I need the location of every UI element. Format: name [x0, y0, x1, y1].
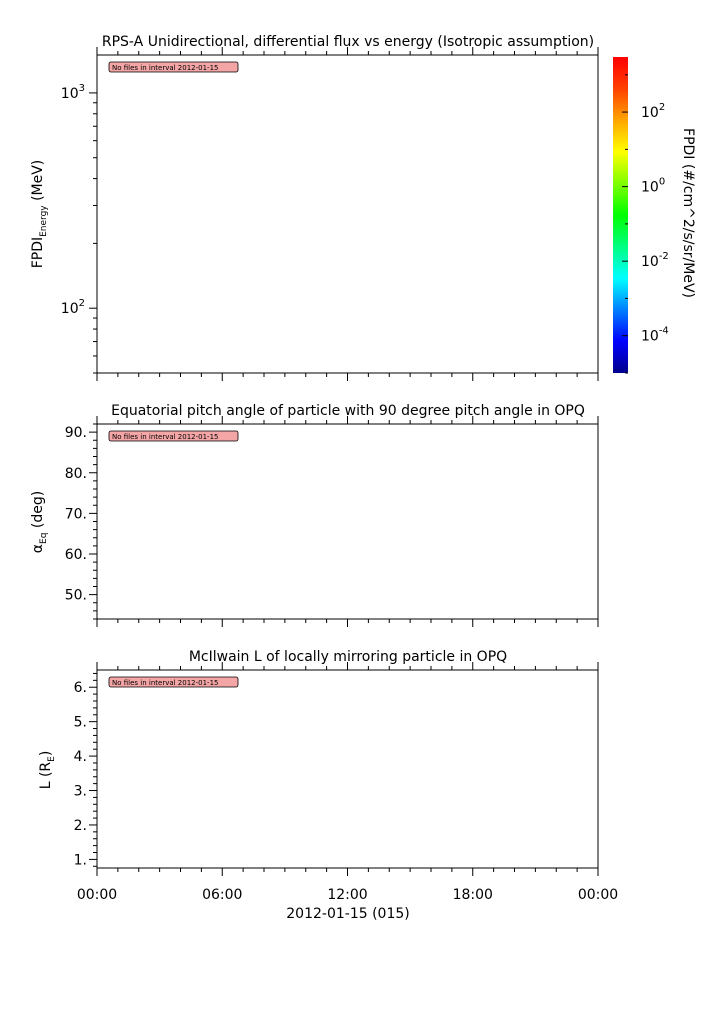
- panel1-y-label: $FPDI_{Energy}$ (MeV): [30, 159, 49, 269]
- x-tick-label: 00:00: [76, 887, 118, 903]
- panel-pitch-angle: [30, 403, 598, 627]
- colorbar-tick-label: $10^2$: [641, 102, 666, 122]
- y-tick-label: 90.: [64, 425, 87, 442]
- panel3-frame: [97, 670, 598, 868]
- y-tick-label: 2.: [73, 817, 87, 834]
- panel1-no-files-text: No files in interval 2012-01-15: [112, 64, 219, 72]
- panel3-y-label: L $(R_E)$: [38, 750, 57, 790]
- panel2-title: Equatorial pitch angle of particle with 90 degree pitch angle in OPQ: [111, 403, 585, 419]
- y-tick-label: 50.: [64, 587, 87, 604]
- y-tick-label: 1.: [73, 852, 87, 869]
- panel1-y-axis: [61, 83, 97, 373]
- y-tick-label: $10^3$: [60, 82, 85, 102]
- colorbar: [613, 57, 696, 373]
- panel3-no-files-text: No files in interval 2012-01-15: [112, 679, 219, 687]
- panel2-y-label: $\alpha_{Eq}$ (deg): [30, 490, 49, 554]
- y-tick-label: $10^2$: [60, 298, 85, 318]
- panel3-x-ticks: [97, 662, 598, 876]
- panel1-x-ticks: [97, 47, 598, 381]
- panel2-frame: [97, 424, 598, 619]
- panel2-y-axis: [65, 424, 97, 619]
- panel3-title: McIlwain L of locally mirroring particle in OPQ: [188, 649, 508, 665]
- colorbar-label: FPDI (#/cm^2/s/sr/MeV): [680, 128, 696, 298]
- panel2-no-files-badge: [109, 431, 238, 441]
- panel3-y-axis: [74, 673, 97, 868]
- y-tick-label: 70.: [64, 506, 87, 523]
- panel2-x-ticks: [97, 416, 598, 627]
- panel1-frame: [97, 55, 598, 373]
- panel1-no-files-badge: [109, 62, 238, 72]
- y-tick-label: 6.: [73, 680, 87, 697]
- y-tick-label: 3.: [73, 783, 87, 800]
- y-tick-label: 80.: [64, 465, 87, 482]
- y-tick-label: 4.: [73, 749, 87, 766]
- panel1-title: RPS-A Unidirectional, differential flux vs energy (Isotropic assumption): [101, 34, 595, 50]
- panel-energy-spectrogram: [30, 34, 598, 381]
- x-tick-label: 12:00: [327, 887, 368, 903]
- x-tick-label: 06:00: [202, 887, 243, 903]
- x-axis-date-label: 2012-01-15 (015): [286, 906, 410, 922]
- colorbar-tick-label: $10^{-2}$: [641, 251, 669, 271]
- panel-mcilwain-l: [38, 649, 598, 876]
- x-axis-tick-labels: [77, 887, 618, 903]
- x-tick-label: 00:00: [577, 887, 619, 903]
- colorbar-tick-label: $10^0$: [641, 176, 666, 196]
- x-tick-label: 18:00: [452, 887, 493, 903]
- panel3-no-files-badge: [109, 677, 238, 687]
- panel2-no-files-text: No files in interval 2012-01-15: [112, 433, 219, 441]
- y-tick-label: 60.: [64, 547, 87, 563]
- colorbar-gradient: [613, 57, 628, 373]
- colorbar-ticks: [622, 75, 669, 373]
- y-tick-label: 5.: [73, 714, 87, 731]
- colorbar-tick-label: $10^{-4}$: [641, 325, 669, 345]
